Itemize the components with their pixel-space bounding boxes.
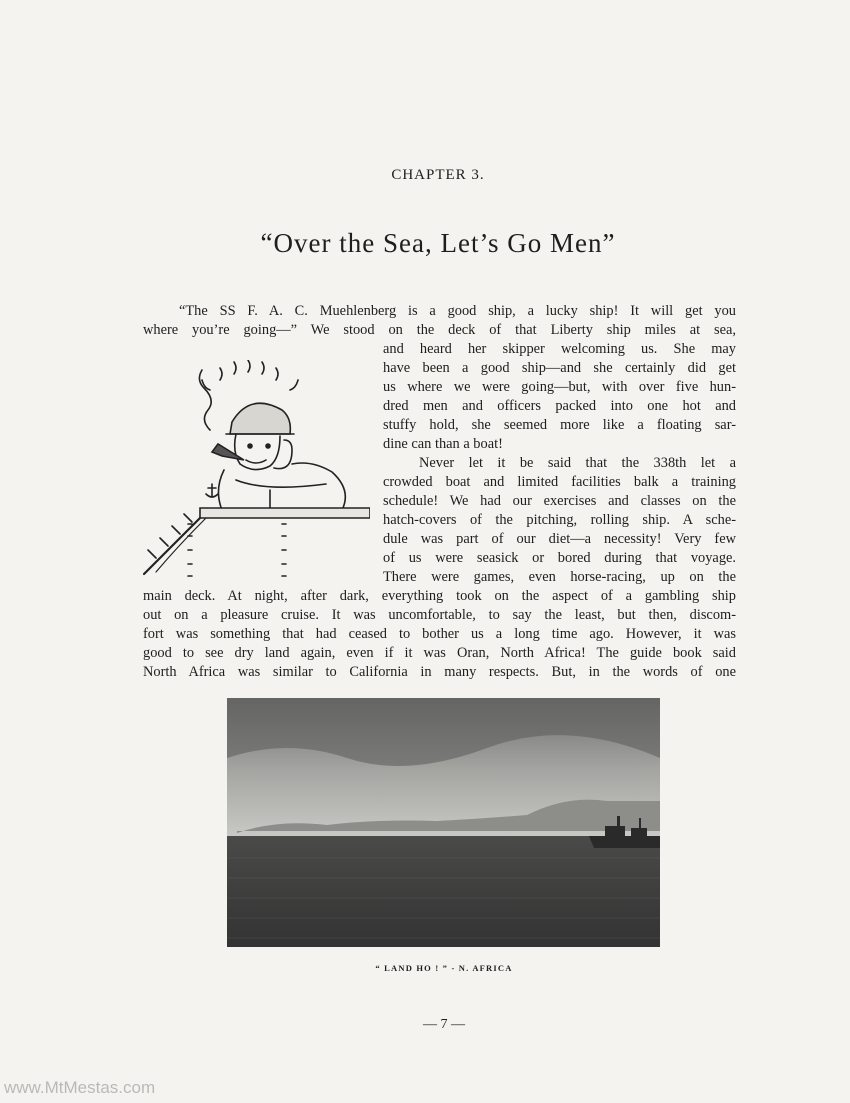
body-line: out on a pleasure cruise. It was uncomfortable, to say the least, but then, discom- [143, 607, 736, 623]
body-line: schedule! We had our exercises and classes on the [383, 493, 736, 509]
body-line: There were games, even horse-racing, up on the [383, 569, 736, 585]
body-line: fort was something that had ceased to bother us a long time ago. However, it was [143, 626, 736, 642]
body-line: us where we were going—but, with over five hun- [383, 379, 736, 395]
site-watermark: www.MtMestas.com [4, 1078, 156, 1097]
photo-caption: “ LAND HO ! ” - N. AFRICA [375, 963, 513, 973]
body-line: crowded boat and limited facilities balk a training [383, 474, 736, 490]
opening-paragraph [143, 302, 736, 340]
wrapped-paragraphs [383, 340, 736, 587]
body-line: stuffy hold, she seemed more like a floating sar- [383, 417, 736, 433]
body-line: dule was part of our diet—a necessity! Very few [383, 531, 736, 547]
body-line: where you’re going—” We stood on the deck of that Liberty ship miles at sea, [143, 322, 736, 338]
body-line: dine can than a boat! [383, 436, 503, 452]
body-line: good to see dry land again, even if it was Oran, North Africa! The guide book said [143, 645, 736, 661]
body-line: North Africa was similar to California in many respects. But, in the words of one [143, 664, 736, 680]
page-number: — 7 — [423, 1017, 465, 1032]
body-line: “The SS F. A. C. Muehlenberg is a good ship, a lucky ship! It will get you [179, 303, 736, 319]
body-line: main deck. At night, after dark, everything took on the aspect of a gambling ship [143, 588, 736, 604]
worry-mark-icon [220, 368, 222, 380]
body-line: and heard her skipper welcoming us. She may [383, 341, 736, 357]
anchor-icon [206, 484, 218, 497]
body-line: Never let it be said that the 338th let a [419, 455, 736, 471]
soldier-cartoon-illustration [140, 360, 370, 580]
land-ho-photograph [227, 698, 660, 947]
body-line: dred men and officers packed into one hot and [383, 398, 736, 414]
chapter-label: CHAPTER 3. [391, 167, 485, 183]
body-line: of us were seasick or bored during that voyage. [383, 550, 736, 566]
body-line: hatch-covers of the pitching, rolling ship. A sche- [383, 512, 736, 528]
body-line: have been a good ship—and she certainly did get [383, 360, 736, 376]
chapter-title: “Over the Sea, Let’s Go Men” [260, 228, 616, 258]
closing-paragraph [143, 587, 736, 682]
